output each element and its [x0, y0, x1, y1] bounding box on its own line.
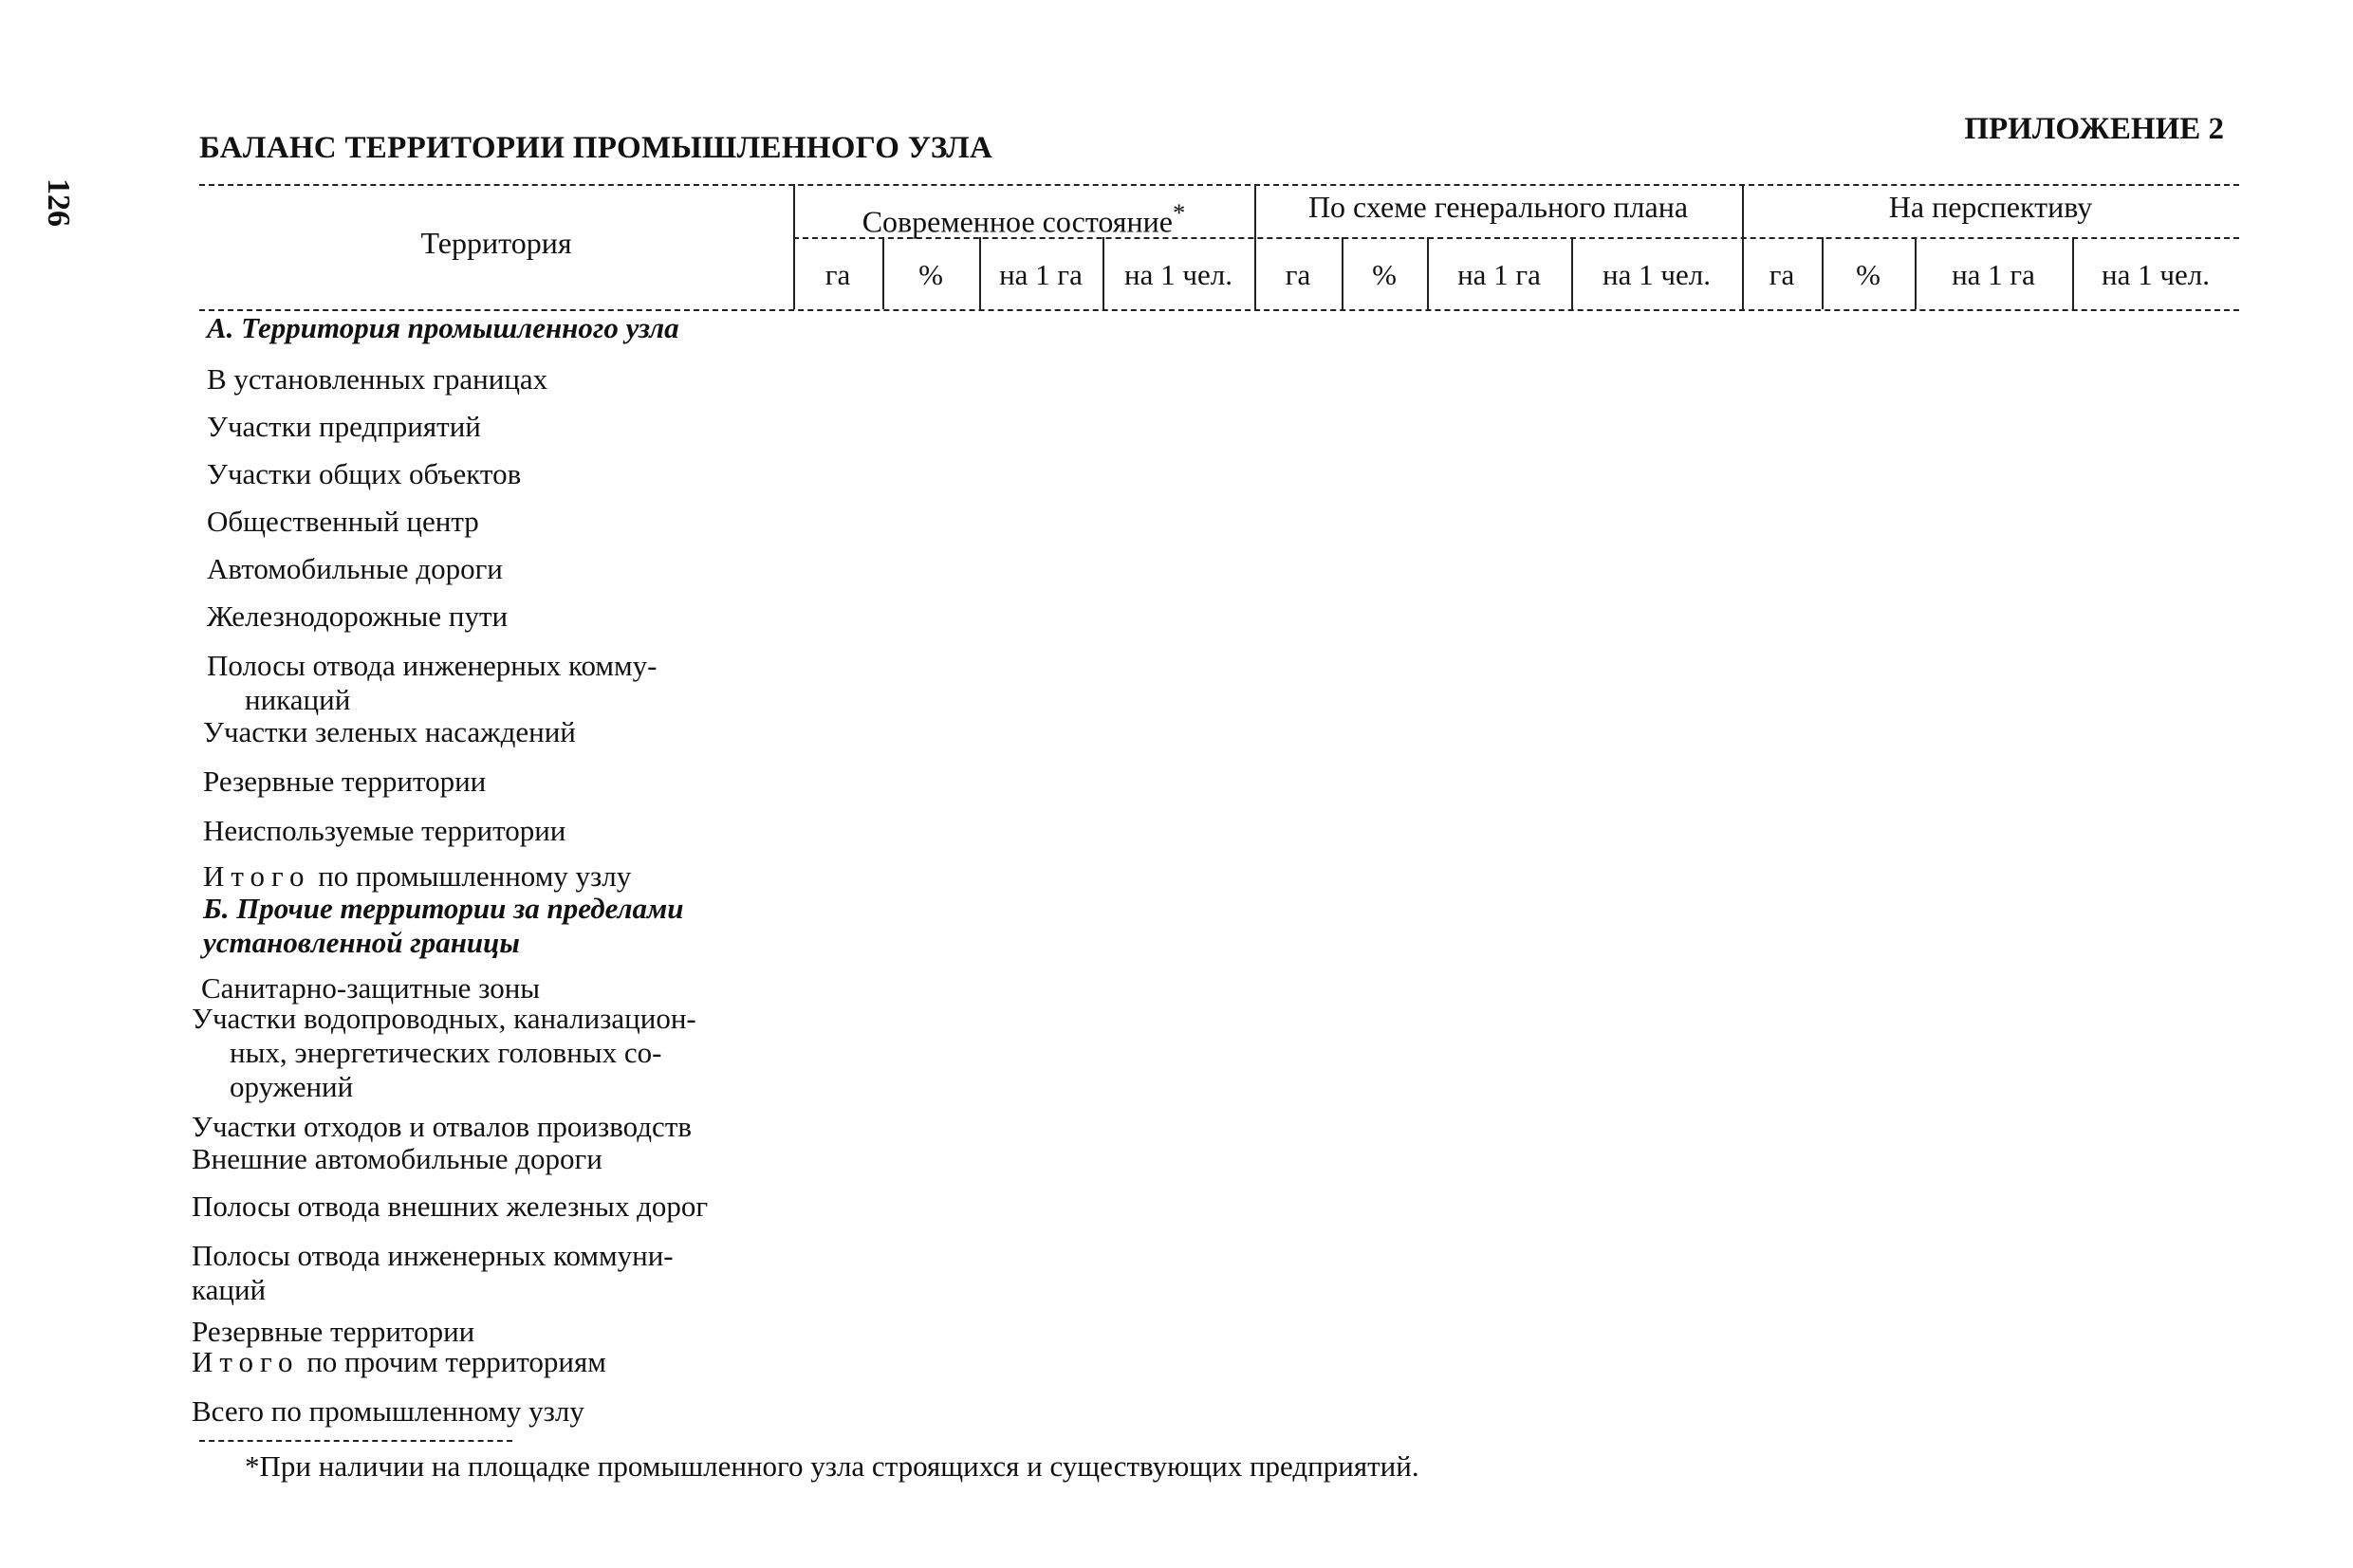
group-label: По схеме генерального плана: [1307, 190, 1689, 224]
row-label-continuation: оружений: [230, 1070, 354, 1103]
row-label: Полосы отвода инженерных коммуни-: [192, 1239, 674, 1272]
section-label-continuation: установленной границы: [203, 926, 520, 959]
table-row: Железнодорожные пути: [207, 600, 509, 633]
footnote-divider: [199, 1440, 512, 1442]
table-row: [192, 1239, 674, 1307]
table-row: Общественный центр: [207, 505, 479, 538]
row-label-continuation: никаций: [245, 683, 351, 716]
subcol-per-ha: на 1 га: [1457, 258, 1541, 291]
grand-total-row: Всего по промышленному узлу: [192, 1394, 584, 1428]
row-label-continuation: ных, энергетических головных со-: [230, 1036, 662, 1069]
table-row: Неиспользуемые территории: [203, 814, 566, 847]
table-row: Санитарно-защитные зоны: [201, 971, 541, 1005]
subcol-ha: га: [1769, 258, 1795, 291]
section-heading: А. Территория промышленного узла: [207, 311, 679, 344]
subcol-percent: %: [1856, 258, 1881, 291]
group-header-current: [793, 195, 1254, 239]
subcol-per-person: на 1 чел.: [1124, 258, 1232, 291]
subcol-per-person: на 1 чел.: [2102, 258, 2210, 291]
row-label: Полосы отвода инженерных комму-: [207, 649, 658, 682]
row-label: Участки водопроводных, канализацион-: [192, 1002, 696, 1035]
table-row: [192, 1002, 696, 1104]
section-label: Б. Прочие территории за пределами: [203, 892, 684, 925]
footnote: *При наличии на площадке промышленного узла строящихся и существующих предприятий.: [245, 1449, 1419, 1483]
row-header: Территория: [420, 226, 572, 260]
table-row: Участки зеленых насаждений: [203, 715, 576, 748]
subcol-per-ha: на 1 га: [999, 258, 1083, 291]
table-row: Участки отходов и отвалов производств: [192, 1110, 692, 1143]
subcol-ha: га: [1285, 258, 1311, 291]
group-label: Современное состояние: [862, 204, 1173, 239]
footnote-marker: *: [1172, 198, 1186, 227]
table-row: В установленных границах: [207, 362, 548, 396]
group-header-general-plan: [1254, 190, 1742, 224]
page-title: БАЛАНС ТЕРРИТОРИИ ПРОМЫШЛЕННОГО УЗЛА: [199, 131, 993, 165]
subcol-ha: га: [824, 258, 851, 291]
table-row: Полосы отвода внешних железных дорог: [192, 1190, 709, 1223]
subcol-per-ha: на 1 га: [1952, 258, 2035, 291]
total-label-tail: по прочим территориям: [299, 1345, 606, 1378]
section-heading: [203, 892, 684, 960]
table-row: Резервные территории: [192, 1315, 475, 1348]
row-label-continuation: каций: [192, 1273, 267, 1306]
total-row: [192, 1345, 606, 1379]
table-row: [207, 649, 657, 717]
subcol-percent: %: [1372, 258, 1397, 291]
page-number: 126: [41, 178, 76, 227]
table-row: Резервные территории: [203, 765, 487, 798]
total-row: [203, 859, 631, 894]
table-row: Участки общих объектов: [207, 457, 522, 490]
total-label-tail: по промышленному узлу: [310, 859, 632, 893]
table-row: Участки предприятий: [207, 410, 481, 443]
subcol-percent: %: [918, 258, 943, 291]
table-row: Внешние автомобильные дороги: [192, 1142, 602, 1175]
appendix-label: ПРИЛОЖЕНИЕ 2: [1964, 112, 2224, 146]
subcol-per-person: на 1 чел.: [1603, 258, 1711, 291]
group-header-perspective: [1742, 190, 2239, 224]
group-label: На перспективу: [1888, 190, 2093, 224]
total-label: Итого: [203, 859, 311, 893]
table-row: Автомобильные дороги: [207, 552, 503, 585]
total-label: Итого: [192, 1345, 300, 1378]
table-top-rule: [199, 184, 2239, 186]
